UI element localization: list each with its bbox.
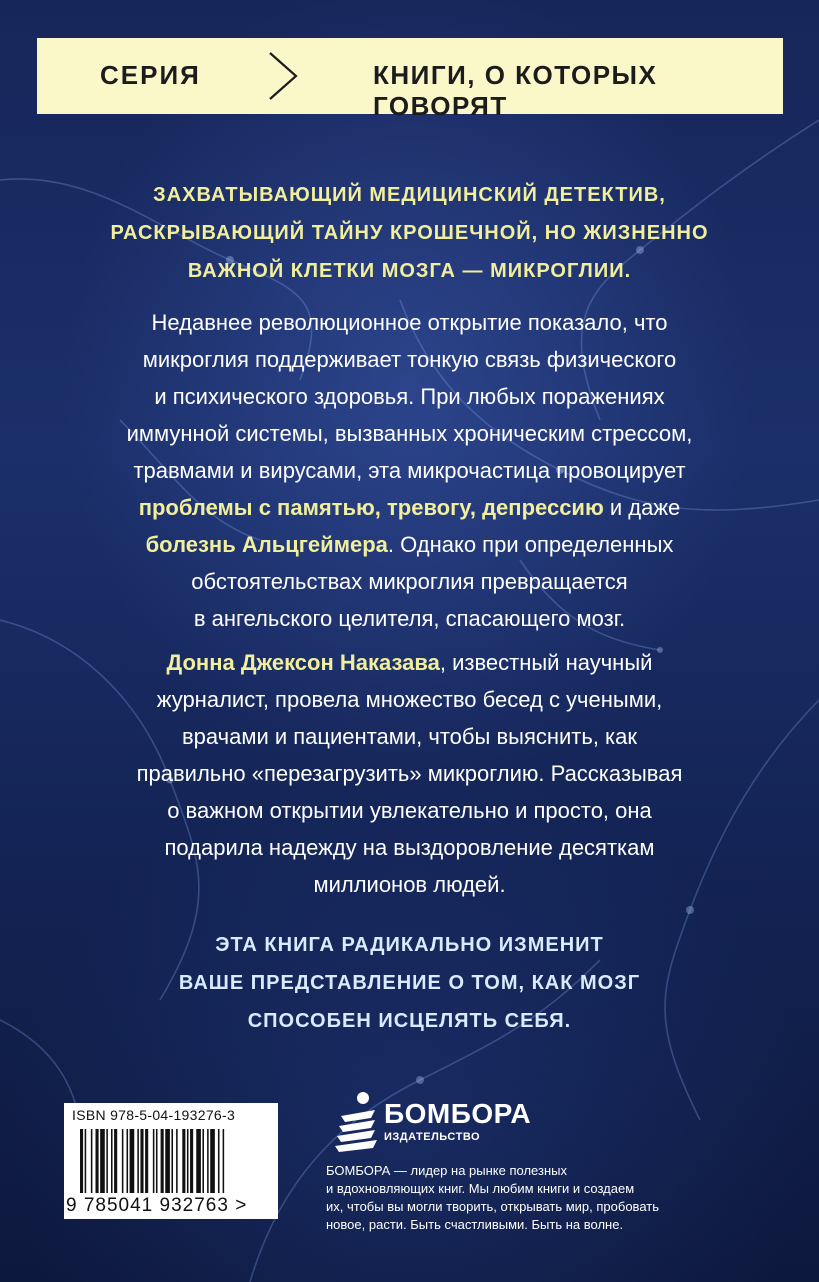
- paragraph-line: травмами и вирусами, эта микрочастица провоцирует: [133, 458, 686, 483]
- series-banner: [37, 38, 783, 121]
- barcode-bar: [165, 1129, 170, 1193]
- barcode-bar: [202, 1129, 204, 1193]
- paragraph-line: иммунной системы, вызванных хроническим стрессом,: [126, 421, 693, 446]
- paragraph-line: врачами и пациентами, чтобы выяснить, как: [181, 724, 638, 749]
- barcode-bar: [161, 1129, 164, 1193]
- lead-line: РАСКРЫВАЮЩИЙ ТАЙНУ КРОШЕЧНОЙ, НО ЖИЗНЕННО: [110, 222, 709, 244]
- barcode-bar: [196, 1129, 201, 1193]
- paragraph-line: обстоятельствах микроглия превращается: [191, 569, 628, 594]
- chevron-right-icon: [264, 50, 300, 102]
- barcode-bar: [111, 1129, 113, 1193]
- publisher-subtitle: ИЗДАТЕЛЬСТВО: [384, 1131, 481, 1143]
- barcode-bar: [106, 1129, 108, 1193]
- author-name: Донна Джексон Наказава: [166, 650, 440, 675]
- paragraph-line: и психического здоровья. При любых поражениях: [154, 384, 665, 409]
- publisher-desc-line: их, чтобы вы могли творить, открывать мир, пробовать: [326, 1199, 659, 1214]
- paragraph-line: в ангельского целителя, спасающего мозг.: [193, 606, 626, 631]
- series-label: СЕРИЯ: [100, 60, 201, 90]
- paragraph-text: и даже: [603, 495, 681, 520]
- publisher-name: БОМБОРА: [384, 1098, 532, 1129]
- barcode-bar: [176, 1129, 178, 1193]
- barcode-bar: [122, 1129, 124, 1193]
- bombora-logo-icon: [335, 1090, 381, 1152]
- barcode-bar: [187, 1129, 189, 1193]
- barcode-bar: [153, 1129, 155, 1193]
- closing-statement: [40, 926, 779, 1040]
- closing-line: СПОСОБЕН ИСЦЕЛЯТЬ СЕБЯ.: [247, 1010, 572, 1032]
- publisher-desc-line: БОМБОРА — лидер на рынке полезных: [326, 1163, 567, 1178]
- barcode-bar: [100, 1129, 105, 1193]
- barcode-bar: [85, 1129, 87, 1193]
- barcode-bar: [156, 1129, 158, 1193]
- paragraph-line: [40, 489, 779, 526]
- paragraph-line: Недавнее революционное открытие показало, что: [151, 310, 668, 335]
- paragraph-line: правильно «перезагрузить» микроглию. Рассказывая: [136, 761, 683, 786]
- barcode-bar: [207, 1129, 209, 1193]
- publisher-desc-line: и вдохновляющих книг. Мы любим книги и создаем: [326, 1181, 635, 1196]
- barcode-bar: [127, 1129, 129, 1193]
- paragraph-line: о важном открытии увлекательно и просто, она: [167, 798, 652, 823]
- isbn-barcode: [64, 1103, 278, 1219]
- paragraph-line: журналист, провела множество бесед с учеными,: [156, 687, 663, 712]
- lead-line: ЗАХВАТЫВАЮЩИЙ МЕДИЦИНСКИЙ ДЕТЕКТИВ,: [153, 184, 666, 206]
- barcode-bar: [210, 1129, 215, 1193]
- barcode-bar: [96, 1129, 99, 1193]
- barcode-digits: 9 785041 932763 >: [66, 1195, 248, 1216]
- barcode-bar: [140, 1129, 143, 1193]
- barcode-bar: [190, 1129, 193, 1193]
- barcode-bar: [130, 1129, 135, 1193]
- paragraph-line: миллионов людей.: [313, 872, 506, 897]
- paragraph-line: подарила надежду на выздоровление десяткам: [164, 835, 655, 860]
- publisher-description: [326, 1162, 766, 1234]
- author-paragraph: [40, 644, 779, 903]
- barcode-bar: [145, 1129, 148, 1193]
- barcode-bar: [171, 1129, 173, 1193]
- publisher-desc-line: новое, расти. Быть счастливыми. Быть на волне.: [326, 1217, 624, 1232]
- paragraph-line: микроглия поддерживает тонкую связь физического: [142, 347, 677, 372]
- barcode-bars: [80, 1129, 264, 1193]
- barcode-bar: [137, 1129, 139, 1193]
- lead-line: ВАЖНОЙ КЛЕТКИ МОЗГА — МИКРОГЛИИ.: [187, 260, 632, 282]
- barcode-bar: [182, 1129, 185, 1193]
- highlight-symptoms: проблемы с памятью, тревогу, депрессию: [138, 495, 604, 520]
- barcode-bar: [91, 1129, 93, 1193]
- paragraph-text: . Однако при определенных: [387, 532, 674, 557]
- series-name: КНИГИ, О КОТОРЫХ ГОВОРЯТ: [373, 60, 658, 121]
- barcode-bar: [114, 1129, 117, 1193]
- highlight-disease: болезнь Альцгеймера: [145, 532, 388, 557]
- barcode-bar: [223, 1129, 225, 1193]
- paragraph-line: [40, 644, 779, 681]
- closing-line: ЭТА КНИГА РАДИКАЛЬНО ИЗМЕНИТ: [215, 934, 604, 956]
- description-paragraph: [40, 304, 779, 637]
- barcode-bar: [218, 1129, 220, 1193]
- paragraph-text: , известный научный: [439, 650, 653, 675]
- barcode-bar: [80, 1129, 83, 1193]
- lead-heading: [40, 176, 779, 290]
- paragraph-line: [40, 526, 779, 563]
- closing-line: ВАШЕ ПРЕДСТАВЛЕНИЕ О ТОМ, КАК МОЗГ: [178, 972, 641, 994]
- isbn-number: ISBN 978-5-04-193276-3: [72, 1107, 236, 1123]
